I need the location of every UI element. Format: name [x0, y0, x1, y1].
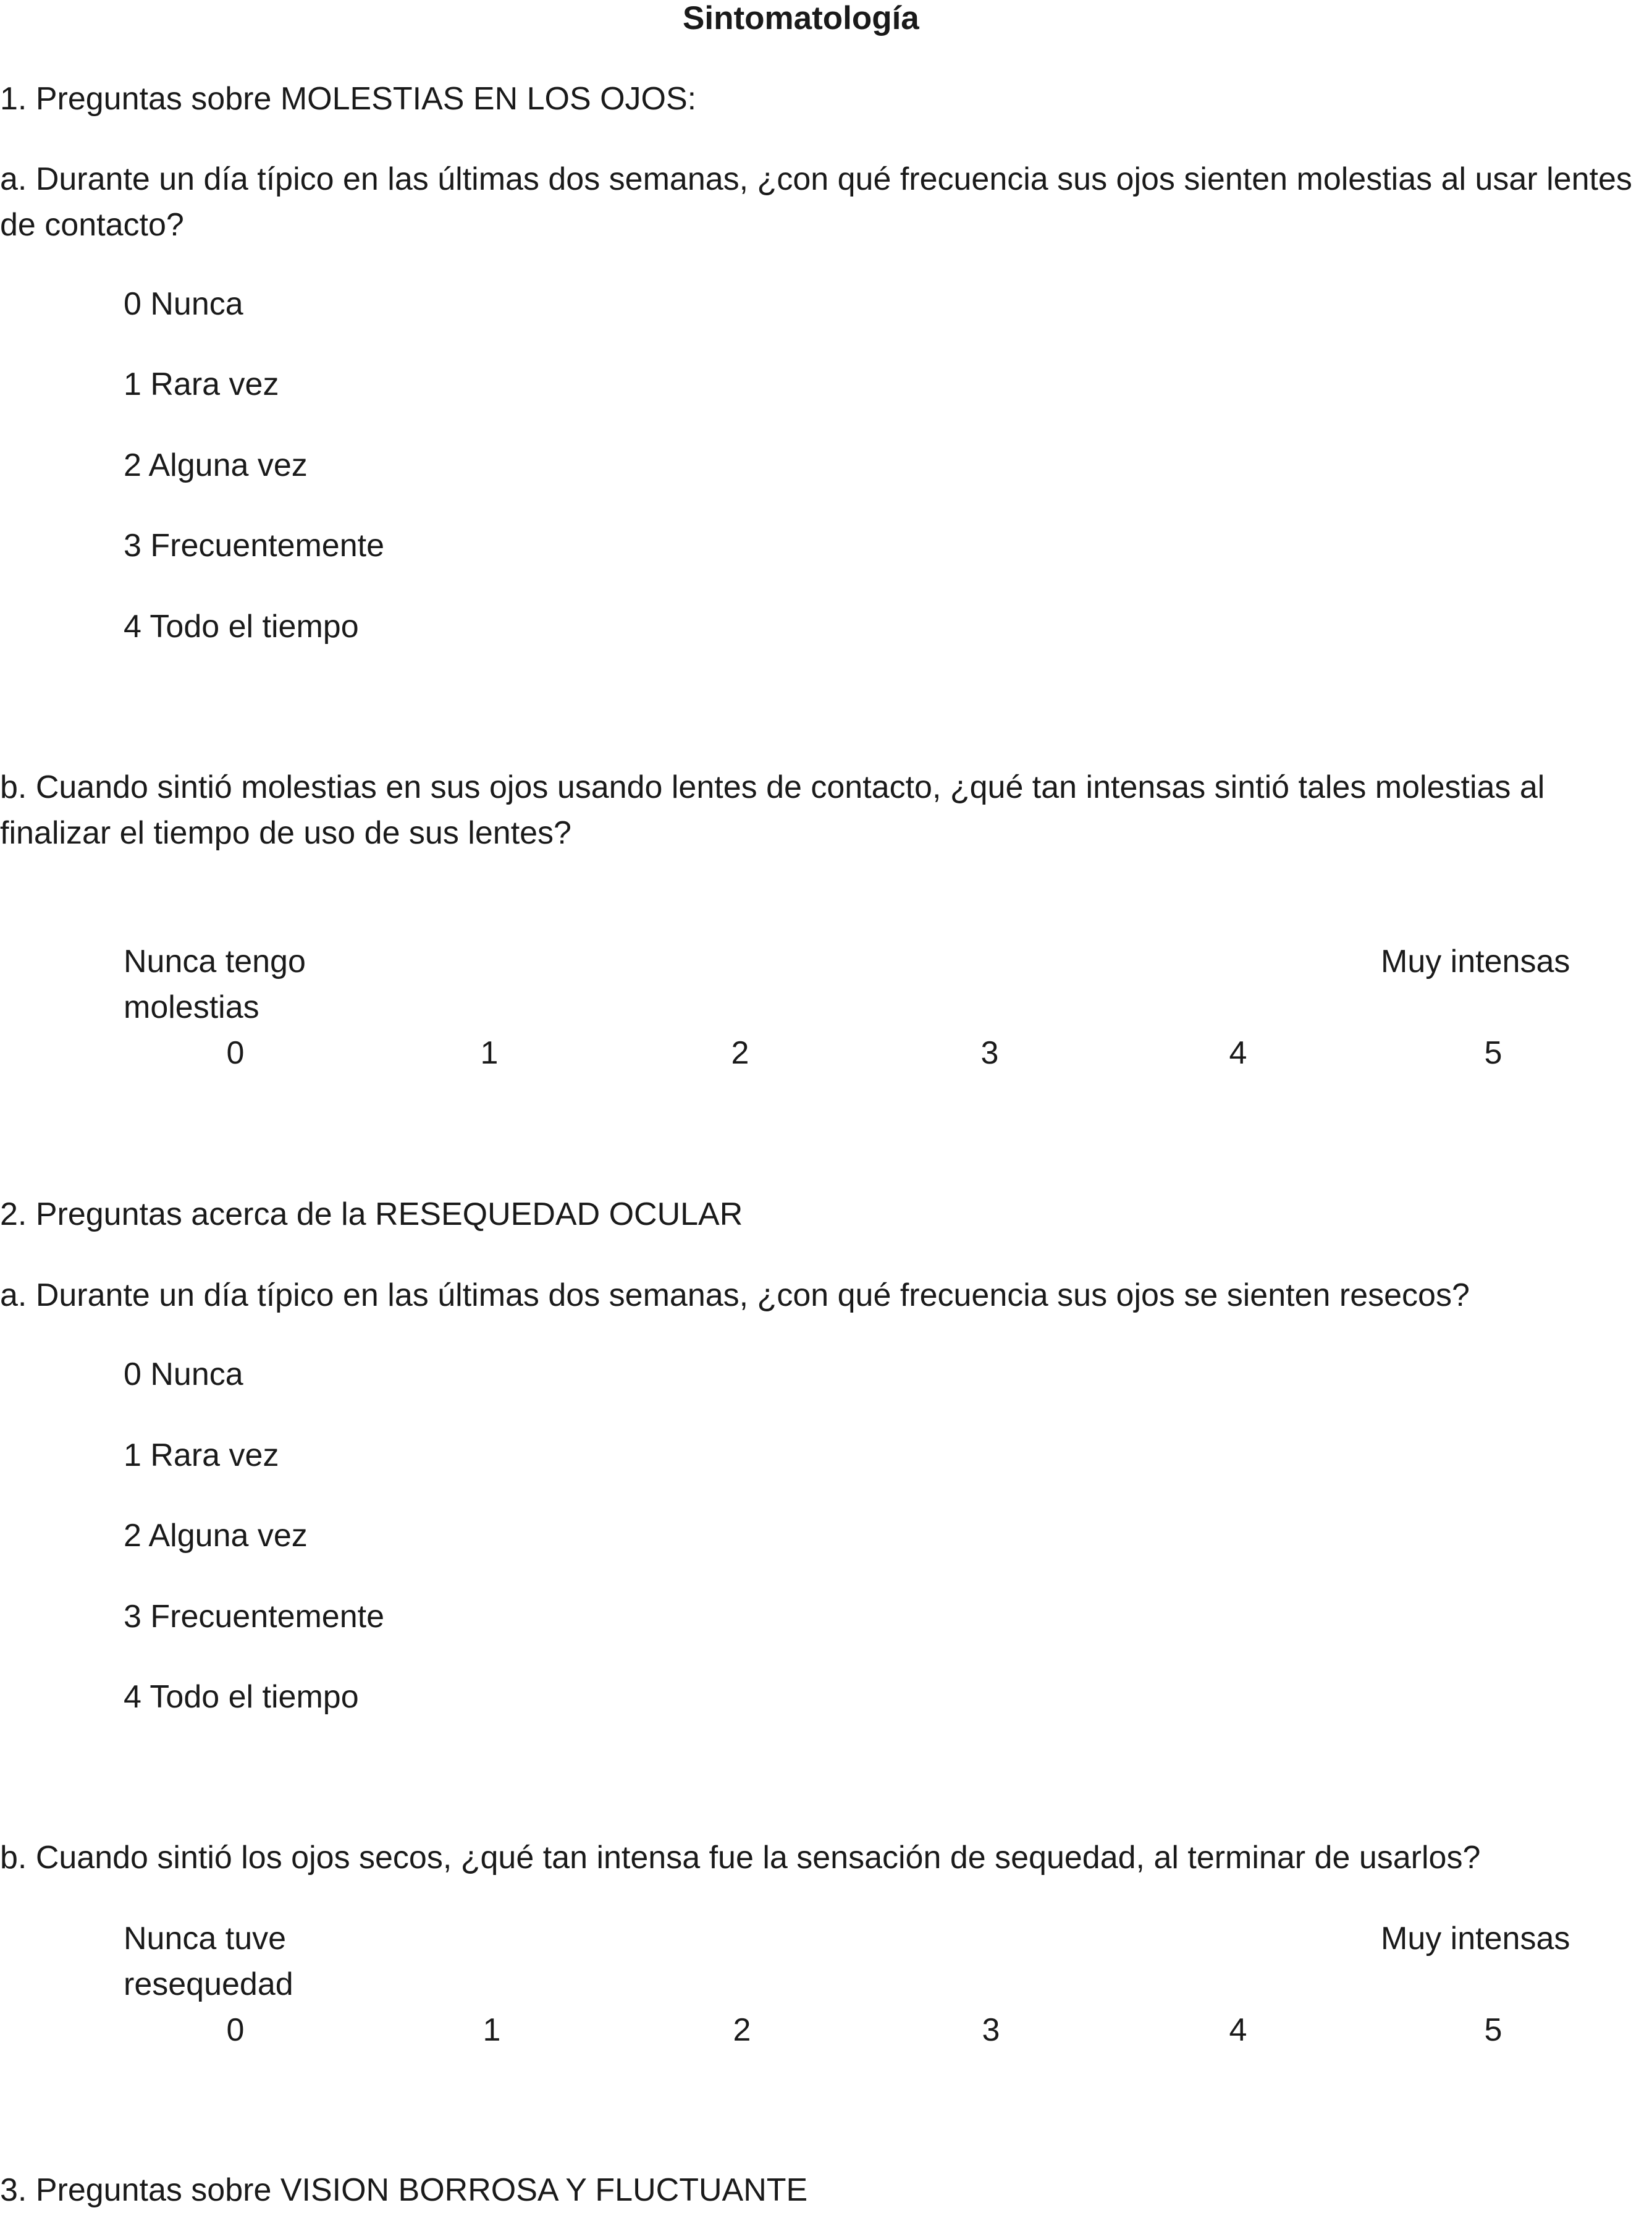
section-1-heading: 1. Preguntas sobre MOLESTIAS EN LOS OJOS:	[0, 81, 697, 117]
s1-scale-low-label-line1: Nunca tengo	[124, 944, 306, 980]
s1-scale-low-label-line2: molestias	[124, 989, 259, 1025]
section-2-heading: 2. Preguntas acerca de la RESEQUEDAD OCULAR	[0, 1196, 743, 1232]
s2-scale-value-1: 1	[483, 2012, 501, 2048]
s2-option-1: 1 Rara vez	[124, 1437, 279, 1473]
s1-scale-value-1: 1	[480, 1035, 499, 1071]
s1-option-3: 3 Frecuentemente	[124, 528, 385, 564]
page-title: Sintomatología	[683, 0, 919, 36]
s1-scale-value-3: 3	[980, 1035, 999, 1071]
s2-scale-low-label-line1: Nunca tuve	[124, 1921, 287, 1957]
s2-option-4: 4 Todo el tiempo	[124, 1679, 359, 1715]
s2-scale-high-label: Muy intensas	[1381, 1921, 1570, 1957]
s2-scale-value-2: 2	[733, 2012, 751, 2048]
s1-option-1: 1 Rara vez	[124, 366, 279, 402]
s2-option-2: 2 Alguna vez	[124, 1518, 308, 1554]
s1-option-4: 4 Todo el tiempo	[124, 609, 359, 645]
s1-scale-value-4: 4	[1229, 1035, 1247, 1071]
s2-option-0: 0 Nunca	[124, 1356, 243, 1392]
s1-scale-value-5: 5	[1484, 1035, 1502, 1071]
section-2-question-a: a. Durante un día típico en las últimas dos semanas, ¿con qué frecuencia sus ojos se sienten resecos?	[0, 1277, 1470, 1313]
s1-scale-high-label: Muy intensas	[1381, 944, 1570, 980]
s2-scale-value-5: 5	[1484, 2012, 1502, 2048]
s2-scale-low-label-line2: resequedad	[124, 1966, 293, 2002]
s2-option-3: 3 Frecuentemente	[124, 1599, 385, 1635]
section-3-heading: 3. Preguntas sobre VISION BORROSA Y FLUCTUANTE	[0, 2172, 808, 2208]
section-1-question-b: b. Cuando sintió molestias en sus ojos usando lentes de contacto, ¿qué tan intensas sintió tales molestias al finalizar el tiempo de uso de sus lentes?	[0, 769, 1545, 851]
s1-scale-value-0: 0	[226, 1035, 245, 1071]
s1-option-0: 0 Nunca	[124, 286, 243, 322]
section-2-question-b: b. Cuando sintió los ojos secos, ¿qué tan intensa fue la sensación de sequedad, al terminar de usarlos?	[0, 1840, 1481, 1876]
s2-scale-value-0: 0	[226, 2012, 245, 2048]
s2-scale-value-4: 4	[1229, 2012, 1247, 2048]
s2-scale-value-3: 3	[982, 2012, 1000, 2048]
section-1-question-a: a. Durante un día típico en las últimas dos semanas, ¿con qué frecuencia sus ojos sienten molestias al usar lentes de contacto?	[0, 161, 1632, 243]
s1-option-2: 2 Alguna vez	[124, 447, 308, 483]
s1-scale-value-2: 2	[731, 1035, 749, 1071]
